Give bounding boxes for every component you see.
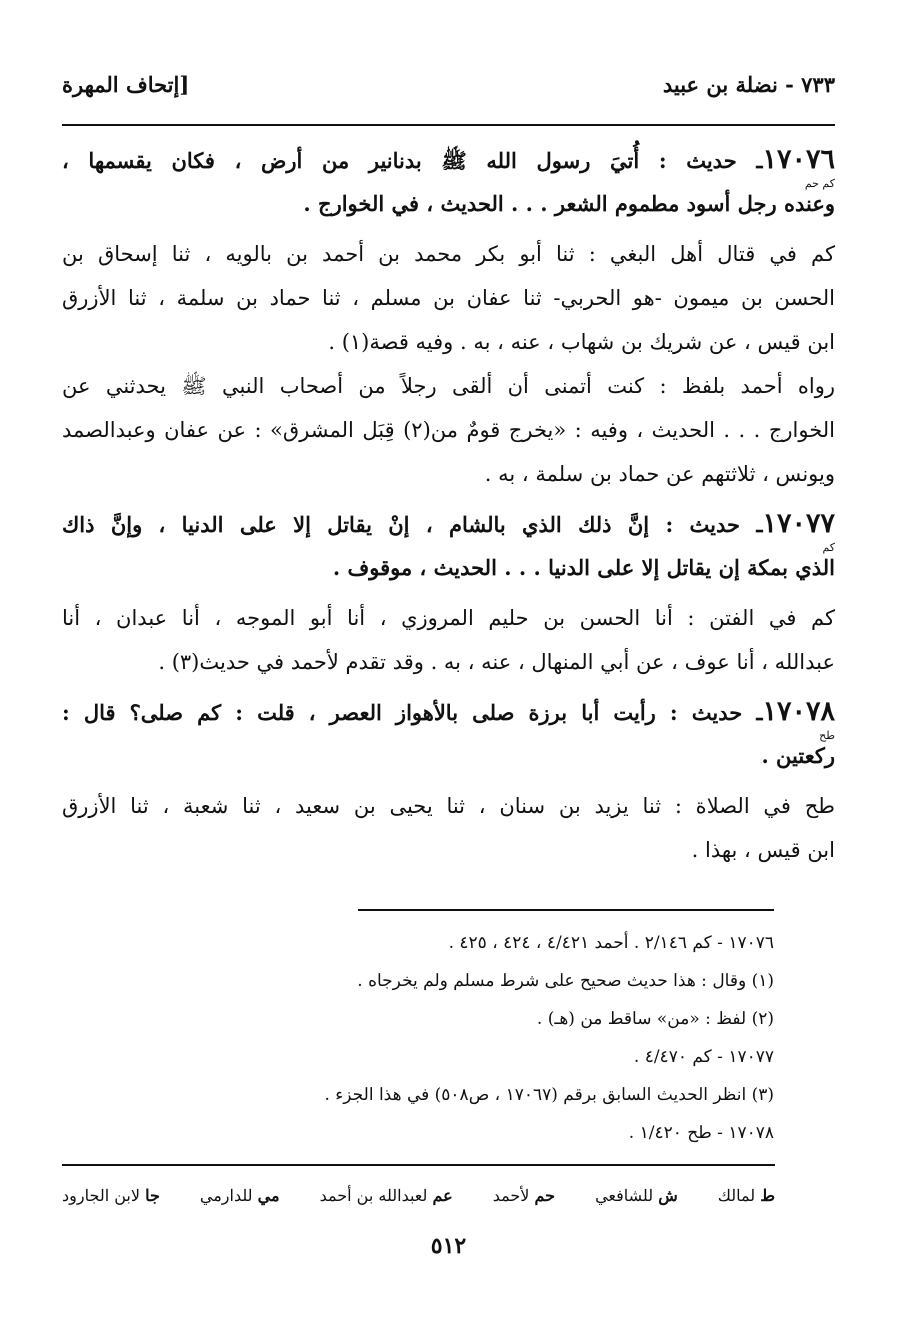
hadith-line: ركعتين .: [761, 743, 835, 768]
footnote: ١٧٠٧٨ - طح ١/٤٢٠ .: [628, 1123, 774, 1143]
text-line: كم في قتال أهل البغي : ثنا أبو بكر محمد بن أحمد بن بالويه ، ثنا إسحاق بن: [62, 242, 835, 266]
legend-item: عم لعبدالله بن أحمد: [319, 1186, 453, 1205]
hadith-line: [62, 502, 835, 554]
legend-item: مي للدارمي: [199, 1186, 280, 1205]
source-code: كم: [822, 541, 835, 554]
text-line: كم في الفتن : أنا الحسن بن حليم المروزي ، أنا أبو الموجه ، أنا عبدان ، أنا: [62, 606, 835, 630]
hadith-17078: [62, 690, 835, 778]
text-line: عبدالله ، أنا عوف ، عن أبي المنهال ، عنه ، به . وقد تقدم لأحمد في حديث(٣) .: [158, 650, 835, 674]
hadith-line: الذي بمكة إن يقاتل إلا على الدنيا . . . الحديث ، موقوف .: [332, 555, 835, 580]
hadith-number: ١٧٠٧٨ طح: [762, 696, 835, 727]
isnad-paragraph: [62, 596, 835, 684]
isnad-paragraph: [62, 364, 835, 496]
text-line: الحسن بن ميمون -هو الحربي- ثنا عفان بن مسلم ، ثنا حماد بن سلمة ، ثنا الأزرق: [62, 286, 835, 310]
footnote: (٢) لفظ : «من» ساقط من (هـ) .: [536, 1009, 774, 1029]
source-code: طح: [819, 729, 835, 742]
text-line: ابن قيس ، بهذا .: [691, 838, 835, 862]
footnotes: [94, 924, 774, 1152]
hadith-17077: [62, 502, 835, 590]
text-line: طح في الصلاة : ثنا يزيد بن سنان ، ثنا يحيى بن سعيد ، ثنا شعبة ، ثنا الأزرق: [62, 794, 835, 818]
hadith-line: وعنده رجل أسود مطموم الشعر . . . الحديث ، في الخوارج .: [303, 191, 835, 216]
legend-item: جا لابن الجارود: [62, 1186, 160, 1205]
page-number: ٥١٢: [430, 1233, 467, 1259]
hadith-number: ١٧٠٧٦ كم حم: [762, 144, 835, 175]
footnote: ١٧٠٧٧ - كم ٤/٤٧٠ .: [633, 1047, 774, 1067]
text-line: رواه أحمد بلفظ : كنت أتمنى أن ألقى رجلاً من أصحاب النبي ﷺ يحدثني عن: [62, 374, 835, 398]
hadith-text: ـ حديث : إنَّ ذلك الذي بالشام ، إنْ يقاتل إلا على الدنيا ، وإنَّ ذاك: [62, 512, 763, 537]
hadith-line: [62, 690, 835, 742]
footnote: ١٧٠٧٦ - كم ٢/١٤٦ . أحمد ٤/٤٢١ ، ٤٢٤ ، ٤٢٥ .: [448, 933, 774, 953]
hadith-text: ـ حديث : أُتيَ رسول الله ﷺ بدنانير من أرض ، فكان يقسمها ،: [62, 148, 763, 173]
hadith-text: ـ حديث : رأيت أبا برزة صلى بالأهواز العصر ، قلت : كم صلى؟ قال :: [62, 700, 763, 725]
footnote-rule: [358, 909, 774, 911]
text-line: ابن قيس ، عن شريك بن شهاب ، عنه ، به . وفيه قصة(١) .: [328, 330, 835, 354]
hadith-number: ١٧٠٧٧ كم: [762, 508, 835, 539]
hadith-17076: [62, 138, 835, 226]
main-text: [62, 138, 835, 872]
legend-item: ش للشافعي: [595, 1186, 678, 1205]
abbreviation-legend: [62, 1178, 775, 1214]
book-title: [إتحاف المهرة: [62, 72, 190, 97]
hadith-line: [62, 138, 835, 190]
isnad-paragraph: [62, 232, 835, 364]
text-line: ويونس ، ثلاثتهم عن حماد بن سلمة ، به .: [484, 462, 835, 486]
isnad-paragraph: [62, 784, 835, 872]
source-code: كم حم: [804, 177, 835, 190]
legend-item: حم لأحمد: [492, 1186, 556, 1205]
legend-item: ط لمالك: [717, 1186, 775, 1205]
running-header: [62, 72, 835, 112]
text-line: الخوارج . . . الحديث ، وفيه : «يخرج قومٌ من(٢) قِبَل المشرق» : عن عفان وعبدالصمد: [62, 418, 835, 442]
footnote: (١) وقال : هذا حديث صحيح على شرط مسلم ولم يخرجاه .: [357, 971, 774, 991]
footnote: (٣) انظر الحديث السابق برقم (١٧٠٦٧ ، ص٥٠٨) في هذا الجزء .: [324, 1085, 774, 1105]
legend-rule: [62, 1164, 775, 1166]
entry-title: ٧٣٣ - نضلة بن عبيد: [662, 72, 835, 97]
header-rule: [62, 124, 835, 126]
